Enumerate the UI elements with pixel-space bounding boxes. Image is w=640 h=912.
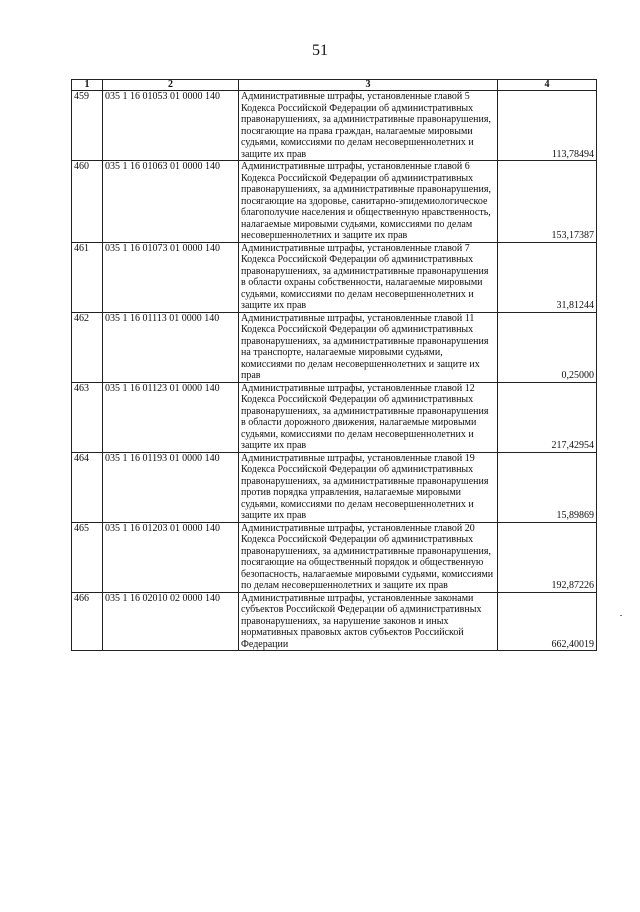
table-header-row — [72, 80, 597, 91]
row-number: 464 — [72, 452, 103, 522]
budget-code: 035 1 16 01203 01 0000 140 — [103, 522, 239, 592]
column-header-2: 2 — [103, 80, 239, 91]
column-header-1: 1 — [72, 80, 103, 91]
revenue-description: Административные штрафы, установленные главой 20 Кодекса Российской Федерации об административных правонарушениях, за административные правонарушения, посягающие на общественный порядок и общественную безопасность, налагаемые мировыми судьями, комиссиями по делам несовершеннолетних и защите их прав — [239, 522, 498, 592]
amount: 153,17387 — [498, 161, 597, 243]
table-row — [72, 592, 597, 651]
row-number: 461 — [72, 242, 103, 312]
column-header-4: 4 — [498, 80, 597, 91]
row-number: 460 — [72, 161, 103, 243]
budget-code: 035 1 16 01053 01 0000 140 — [103, 91, 239, 161]
table-row — [72, 312, 597, 382]
amount: 31,81244 — [498, 242, 597, 312]
scan-speck — [620, 615, 622, 616]
revenue-description: Административные штрафы, установленные главой 11 Кодекса Российской Федерации об административных правонарушениях, за административные правонарушения на транспорте, налагаемые мировыми судьями, комиссиями по делам несовершеннолетних и защите их прав — [239, 312, 498, 382]
amount: 217,42954 — [498, 382, 597, 452]
budget-code: 035 1 16 01073 01 0000 140 — [103, 242, 239, 312]
table-row — [72, 161, 597, 243]
table-row — [72, 382, 597, 452]
revenue-description: Административные штрафы, установленные главой 12 Кодекса Российской Федерации об административных правонарушениях, за административные правонарушения в области дорожного движения, налагаемые мировыми судьями, комиссиями по делам несовершеннолетних и защите их прав — [239, 382, 498, 452]
amount: 662,40019 — [498, 592, 597, 651]
amount: 15,89869 — [498, 452, 597, 522]
row-number: 465 — [72, 522, 103, 592]
column-header-3: 3 — [239, 80, 498, 91]
revenue-description: Административные штрафы, установленные главой 7 Кодекса Российской Федерации об административных правонарушениях, за административные правонарушения в области охраны собственности, налагаемые мировыми судьями, комиссиями по делам несовершеннолетних и защите их прав — [239, 242, 498, 312]
budget-code: 035 1 16 01123 01 0000 140 — [103, 382, 239, 452]
table-row — [72, 242, 597, 312]
table-row — [72, 91, 597, 161]
row-number: 459 — [72, 91, 103, 161]
budget-table — [71, 79, 597, 651]
budget-code: 035 1 16 01063 01 0000 140 — [103, 161, 239, 243]
revenue-description: Административные штрафы, установленные главой 19 Кодекса Российской Федерации об административных правонарушениях, за административные правонарушения против порядка управления, налагаемые мировыми судьями, комиссиями по делам несовершеннолетних и защите их прав — [239, 452, 498, 522]
row-number: 462 — [72, 312, 103, 382]
budget-code: 035 1 16 02010 02 0000 140 — [103, 592, 239, 651]
table-row — [72, 522, 597, 592]
row-number: 463 — [72, 382, 103, 452]
amount: 113,78494 — [498, 91, 597, 161]
table-row — [72, 452, 597, 522]
budget-code: 035 1 16 01193 01 0000 140 — [103, 452, 239, 522]
revenue-description: Административные штрафы, установленные главой 5 Кодекса Российской Федерации об административных правонарушениях, за административные правонарушения, посягающие на права граждан, налагаемые мировыми судьями, комиссиями по делам несовершеннолетних и защите их прав — [239, 91, 498, 161]
row-number: 466 — [72, 592, 103, 651]
revenue-description: Административные штрафы, установленные законами субъектов Российской Федерации об административных правонарушениях, за нарушение законов и иных нормативных правовых актов субъектов Российской Федерации — [239, 592, 498, 651]
revenue-description: Административные штрафы, установленные главой 6 Кодекса Российской Федерации об административных правонарушениях, за административные правонарушения, посягающие на здоровье, санитарно-эпидемиологическое благополучие населения и общественную нравственность, налагаемые мировыми судьями, комиссиями по делам несовершеннолетних и защите их прав — [239, 161, 498, 243]
amount: 192,87226 — [498, 522, 597, 592]
page-number: 51 — [312, 42, 328, 59]
budget-code: 035 1 16 01113 01 0000 140 — [103, 312, 239, 382]
amount: 0,25000 — [498, 312, 597, 382]
